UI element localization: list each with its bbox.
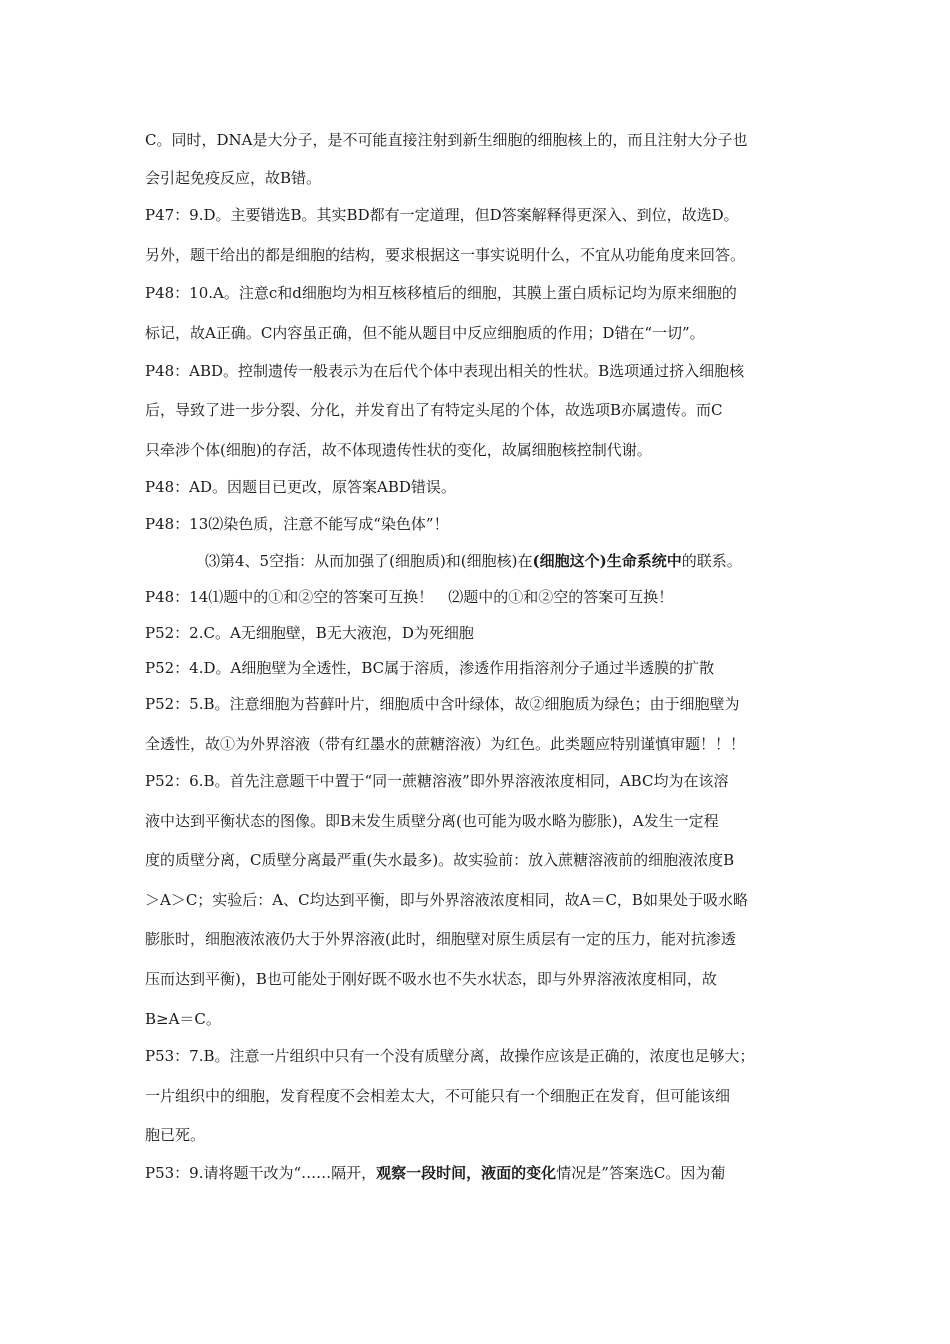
text-line: 只牵涉个体(细胞)的存活，故不体现遗传性状的变化，故属细胞核控制代谢。: [145, 441, 652, 459]
text-line: 膨胀时，细胞液浓液仍大于外界溶液(此时，细胞壁对原生质层有一定的压力，能对抗渗透: [145, 930, 736, 948]
text-line: 胞已死。: [145, 1126, 206, 1144]
text-line: P48：10.A。注意c和d细胞均为相互核移植后的细胞，其膜上蛋白质标记均为原来细胞的: [145, 284, 737, 302]
text-line: ＞A＞C；实验后：A、C均达到平衡，即与外界溶液浓度相同，故A＝C，B如果处于吸水略: [145, 891, 748, 909]
text-line: [145, 1163, 815, 1183]
text-line: P48：14⑴题中的①和②空的答案可互换！ ⑵题中的①和②空的答案可互换！: [145, 588, 674, 606]
text-segment: 的联系。: [681, 552, 742, 570]
text-line: P48：ABD。控制遗传一般表示为在后代个体中表现出相关的性状。B选项通过挤入细胞核: [145, 362, 745, 380]
text-line: P52：5.B。注意细胞为苔藓叶片，细胞质中含叶绿体，故②细胞质为绿色；由于细胞壁为: [145, 695, 740, 713]
text-line: C。同时，DNA是大分子，是不可能直接注射到新生细胞的细胞核上的，而且注射大分子也: [145, 131, 748, 149]
text-line: P52：4.D。A细胞壁为全透性，BC属于溶质，渗透作用指溶剂分子通过半透膜的扩散: [145, 659, 715, 677]
text-line-indented: [205, 551, 815, 571]
text-line: 液中达到平衡状态的图像。即B未发生质壁分离(也可能为吸水略为膨胀)，A发生一定程: [145, 812, 719, 830]
bold-text-segment: 观察一段时间，液面的变化: [376, 1164, 557, 1182]
text-line: 压而达到平衡)，B也可能处于刚好既不吸水也不失水状态，即与外界溶液浓度相同，故: [145, 970, 717, 988]
text-line: P53：7.B。注意一片组织中只有一个没有质壁分离，故操作应该是正确的，浓度也足够大；: [145, 1047, 755, 1065]
text-line: 会引起免疫反应，故B错。: [145, 169, 322, 187]
text-segment: P53：9.请将题干改为“……隔开，: [145, 1164, 377, 1182]
text-line: P48：AD。因题目已更改，原答案ABD错误。: [145, 478, 456, 496]
text-line: 另外，题干给出的都是细胞的结构，要求根据这一事实说明什么，不宜从功能角度来回答。: [145, 246, 746, 264]
text-line: 标记，故A正确。C内容虽正确，但不能从题目中反应细胞质的作用；D错在“一切”。: [145, 324, 705, 342]
text-line: P52：6.B。首先注意题干中置于“同一蔗糖溶液”即外界溶液浓度相同，ABC均为在该溶: [145, 772, 729, 790]
text-line: 后，导致了进一步分裂、分化，并发育出了有特定头尾的个体，故选项B亦属遗传。而C: [145, 401, 723, 419]
text-line: P47：9.D。主要错选B。其实BD都有一定道理，但D答案解释得更深入、到位，故选D。: [145, 206, 739, 224]
bold-text-segment: (细胞这个)生命系统中: [532, 552, 682, 570]
text-line: 一片组织中的细胞，发育程度不会相差太大，不可能只有一个细胞正在发育，但可能该细: [145, 1087, 731, 1105]
text-line: B≥A＝C。: [145, 1010, 221, 1028]
text-segment: ⑶第4、5空指：从而加强了(细胞质)和(细胞核)在: [205, 552, 533, 570]
text-line: 度的质壁分离，C质壁分离最严重(失水最多)。故实验前：放入蔗糖溶液前的细胞液浓度B: [145, 851, 735, 869]
text-line: P52：2.C。A无细胞壁，B无大液泡，D为死细胞: [145, 624, 474, 642]
text-line: 全透性，故①为外界溶液（带有红墨水的蔗糖溶液）为红色。此类题应特别谨慎审题！！！: [145, 735, 746, 753]
text-segment: 情况是”答案选C。因为葡: [556, 1164, 726, 1182]
text-line: P48：13⑵染色质，注意不能写成“染色体”！: [145, 515, 449, 533]
